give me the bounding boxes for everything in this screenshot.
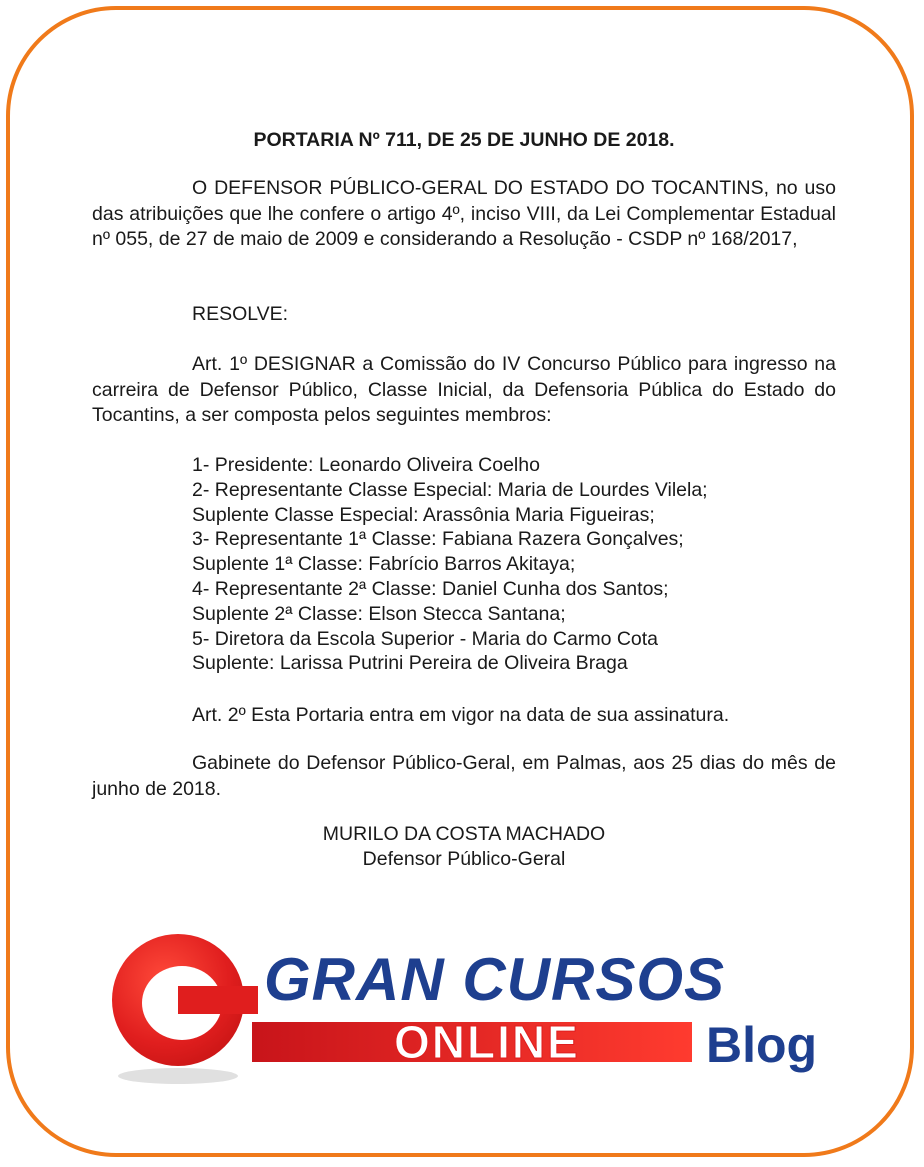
list-item: 1- Presidente: Leonardo Oliveira Coelho bbox=[192, 454, 540, 476]
list-item: Suplente 2ª Classe: Elson Stecca Santana; bbox=[192, 602, 566, 625]
logo-online-text: ONLINE bbox=[394, 1016, 580, 1068]
logo-shadow bbox=[118, 1068, 238, 1084]
list-item: Suplente 1ª Classe: Fabrício Barros Akitaya; bbox=[192, 553, 576, 576]
gran-cursos-logo bbox=[112, 930, 832, 1090]
intro-paragraph: O DEFENSOR PÚBLICO-GERAL DO ESTADO DO TOCANTINS, no uso das atribuições que lhe confere o artigo 4º, inciso VIII, da Lei Complementar Estadual nº 055, de 27 de maio de 2009 e considerando a Resolução - CSDP nº 168/2017, bbox=[92, 177, 836, 250]
signature-block bbox=[92, 822, 836, 872]
list-item: 2- Representante Classe Especial: Maria de Lourdes Vilela; bbox=[192, 478, 708, 501]
logo-brand-text: GRAN CURSOS bbox=[264, 946, 726, 1013]
g-crossbar bbox=[178, 986, 258, 1014]
signer-role: Defensor Público-Geral bbox=[362, 848, 566, 870]
list-item: 5- Diretora da Escola Superior - Maria do Carmo Cota bbox=[192, 627, 659, 650]
list-item: Suplente Classe Especial: Arassônia Maria Figueiras; bbox=[192, 503, 655, 526]
logo-blog-text: Blog bbox=[706, 1017, 818, 1073]
article-1-paragraph: Art. 1º DESIGNAR a Comissão do IV Concurso Público para ingresso na carreira de Defensor Público, Classe Inicial, da Defensoria Pública do Estado do Tocantins, a ser composta pelos seguintes membros: bbox=[92, 353, 836, 426]
list-item: 3- Representante 1ª Classe: Fabiana Razera Gonçalves; bbox=[192, 528, 684, 551]
list-item: 4- Representante 2ª Classe: Daniel Cunha dos Santos; bbox=[192, 577, 669, 600]
article-2-paragraph: Art. 2º Esta Portaria entra em vigor na data de sua assinatura. bbox=[192, 704, 730, 726]
closing-paragraph: Gabinete do Defensor Público-Geral, em Palmas, aos 25 dias do mês de junho de 2018. bbox=[92, 752, 836, 800]
list-item: Suplente: Larissa Putrini Pereira de Oliveira Braga bbox=[192, 652, 628, 675]
resolve-heading: RESOLVE: bbox=[192, 303, 289, 325]
signer-name: MURILO DA COSTA MACHADO bbox=[322, 823, 606, 845]
document-title: PORTARIA Nº 711, DE 25 DE JUNHO DE 2018. bbox=[253, 129, 675, 151]
members-list bbox=[192, 453, 708, 676]
